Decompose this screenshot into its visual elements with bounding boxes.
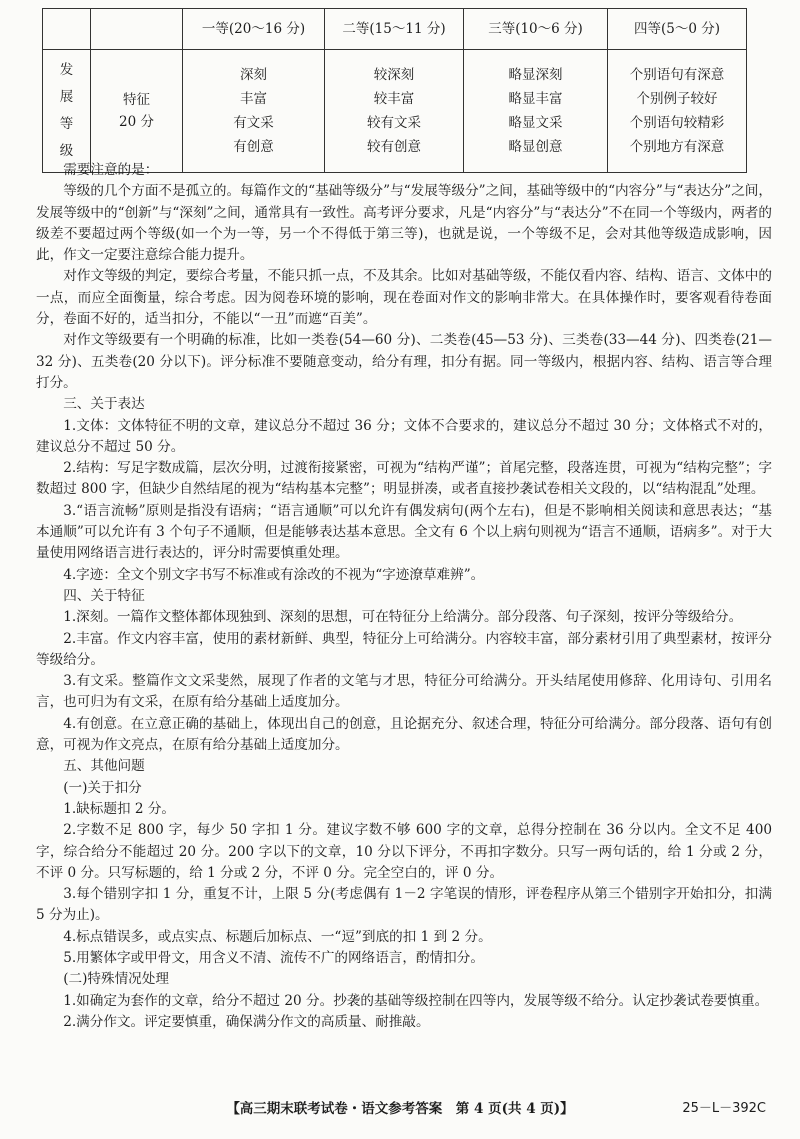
- criterion: 个别地方有深意: [629, 139, 725, 155]
- grade-1-cell: [183, 50, 325, 173]
- criterion: 略显文采: [508, 115, 563, 131]
- paragraph: 2.丰富。作文内容丰富，使用的素材新鲜、典型，特征分上可给满分。内容较丰富，部分素材引用了典型素材，按评分等级给分。: [36, 630, 772, 668]
- paragraph: 3.每个错别字扣 1 分，重复不计，上限 5 分(考虑偶有 1－2 字笔误的情形，评卷程序从第三个错别字开始扣分，扣满 5 分为止)。: [36, 886, 772, 924]
- paragraph: 2.字数不足 800 字，每少 50 字扣 1 分。建议字数不够 600 字的文章，总得分控制在 36 分以内。全文不足 400 字，综合给分不能超过 20 分。200 字以下的文章，10 分以下评分，不再扣字数分。只写一两句话的，给 1 分或 2 分，不评 0 分。只写标题的，给 1 分或 2 分，不评 0 分。完全空白的，评 0 分。: [36, 822, 772, 881]
- footer-title: 【高三期末联考试卷・语文参考答案 第 4 页(共 4 页)】: [226, 1101, 574, 1117]
- feature-label: [91, 50, 183, 173]
- criterion: 较丰富: [373, 91, 415, 107]
- criterion: 有创意: [233, 139, 274, 155]
- development-grade-label: [43, 50, 91, 173]
- criterion: 略显深刻: [508, 67, 563, 83]
- label-char: 展: [59, 89, 74, 105]
- criterion: 有文采: [233, 115, 274, 131]
- criterion: 较有创意: [367, 139, 421, 155]
- paragraph: 等级的几个方面不是孤立的。每篇作文的“基础等级分”与“发展等级分”之间，基础等级中的“内容分”与“表达分”之间，发展等级中的“创新”与“深刻”之间，通常具有一致性。高考评分要求，凡是“内容分”与“表达分”不在同一个等级内，两者的级差不要超过两个等级(如一个为一等，另一个不得低于第三等)，也就是说，一个等级不足，会对其他等级造成影响，因此，作文一定要注意综合能力提升。: [36, 183, 772, 264]
- criterion: 个别语句有深意: [629, 67, 725, 83]
- criterion: 较有文采: [367, 115, 421, 131]
- subsection-heading: (二)特殊情况处理: [63, 971, 169, 988]
- paragraph: 4.字迹：全文个别文字书写不标准或有涂改的不视为“字迹潦草难辨”。: [63, 566, 485, 583]
- paragraph: 3.有文采。整篇作文文采斐然，展现了作者的文笔与才思，特征分可给满分。开头结尾使用修辞、化用诗句、引用名言，也可归为有文采，在原有给分基础上适度加分。: [36, 673, 772, 711]
- grading-table: [42, 8, 747, 173]
- criterion: 个别语句较精彩: [629, 115, 725, 131]
- footer-code: 25－L－392C: [682, 1101, 766, 1116]
- grade-4-cell: [608, 50, 747, 173]
- paragraph: 1.深刻。一篇作文整体都体现独到、深刻的思想，可在特征分上给满分。部分段落、句子深刻，按评分等级给分。: [63, 609, 743, 626]
- table-header-row: [43, 9, 747, 50]
- paragraph: 1.文体：文体特征不明的文章，建议总分不超过 36 分；文体不合要求的，建议总分不超过 30 分；文体格式不对的，建议总分不超过 50 分。: [36, 417, 772, 455]
- paragraph: 对作文等级的判定，要综合考量，不能只抓一点，不及其余。比如对基础等级，不能仅看内容、结构、语言、文体中的一点，而应全面衡量，综合考虑。因为阅卷环境的影响，现在卷面对作文的影响非常大。在具体操作时，要客观看待卷面分，卷面不好的，适当扣分，不能以“一丑”而遮“百美”。: [36, 268, 772, 328]
- criterion: 略显丰富: [508, 91, 563, 107]
- feature-score: 20 分: [119, 114, 154, 130]
- header-cell-grade-3: 三等(10～6 分): [464, 9, 608, 50]
- criterion: 深刻: [240, 67, 267, 83]
- header-cell: [43, 9, 91, 50]
- label-char: 级: [59, 143, 74, 159]
- section-heading: 三、关于表达: [63, 396, 145, 413]
- label-char: 发: [59, 62, 74, 78]
- header-cell-grade-4: 四等(5～0 分): [608, 9, 747, 50]
- feature-title: 特征: [123, 92, 150, 108]
- grade-2-cell: [325, 50, 464, 173]
- answer-notes: [36, 160, 772, 1033]
- paragraph: 4.有创意。在立意正确的基础上，体现出自己的创意，且论据充分、叙述合理，特征分可给满分。部分段落、语句有创意，可视为作文亮点，在原有给分基础上适度加分。: [36, 715, 772, 754]
- subsection-heading: (一)关于扣分: [63, 779, 142, 796]
- section-heading: 五、其他问题: [63, 758, 145, 775]
- paragraph: 2.满分作文。评定要慎重，确保满分作文的高质量、耐推敲。: [63, 1013, 430, 1030]
- grade-3-cell: [464, 50, 608, 173]
- header-cell-grade-1: 一等(20～16 分): [183, 9, 325, 50]
- criterion: 较深刻: [373, 67, 415, 83]
- paragraph: 1.缺标题扣 2 分。: [63, 800, 176, 817]
- header-cell: [91, 9, 183, 50]
- criterion: 丰富: [240, 91, 267, 107]
- section-heading: 四、关于特征: [63, 587, 145, 604]
- criterion: 个别例子较好: [636, 91, 718, 107]
- paragraph: 2.结构：写足字数成篇，层次分明，过渡衔接紧密，可视为“结构严谨”；首尾完整，段落连贯，可视为“结构完整”；字数超过 800 字，但缺少自然结尾的视为“结构基本完整”；明显拼凑，或者直接抄袭试卷相关文段的，以“结构混乱”处理。: [36, 460, 772, 498]
- page-footer: [0, 1094, 800, 1118]
- table-body-row: [43, 50, 747, 173]
- notes-intro: 需要注意的是：: [63, 162, 159, 178]
- paragraph: 1.如确定为套作的文章，给分不超过 20 分。抄袭的基础等级控制在四等内，发展等级不给分。认定抄袭试卷要慎重。: [63, 992, 769, 1009]
- paragraph: 对作文等级要有一个明确的标准，比如一类卷(54—60 分)、二类卷(45—53 分)、三类卷(33—44 分)、四类卷(21—32 分)、五类卷(20 分以下)。评分标准不要随意变动，给分有理，扣分有据。同一等级内，根据内容、结构、语言等合理打分。: [36, 332, 772, 391]
- label-char: 等: [59, 116, 74, 132]
- paragraph: 5.用繁体字或甲骨文，用含义不清、流传不广的网络语言，酌情扣分。: [63, 949, 484, 966]
- paragraph: 3.“语言流畅”原则是指没有语病；“语言通顺”可以允许有偶发病句(两个左右)，但是不影响相关阅读和意思表达；“基本通顺”可以允许有 3 个句子不通顺，但是能够表达基本意思。全文有 6 个以上病句则视为“语言不通顺，语病多”。对于大量使用网络语言进行表达的，评分时需要慎重处理。: [36, 502, 772, 562]
- paragraph: 4.标点错误多，或点实点、标题后加标点、一“逗”到底的扣 1 到 2 分。: [63, 928, 492, 945]
- header-cell-grade-2: 二等(15～11 分): [325, 9, 464, 50]
- criterion: 略显创意: [508, 139, 563, 155]
